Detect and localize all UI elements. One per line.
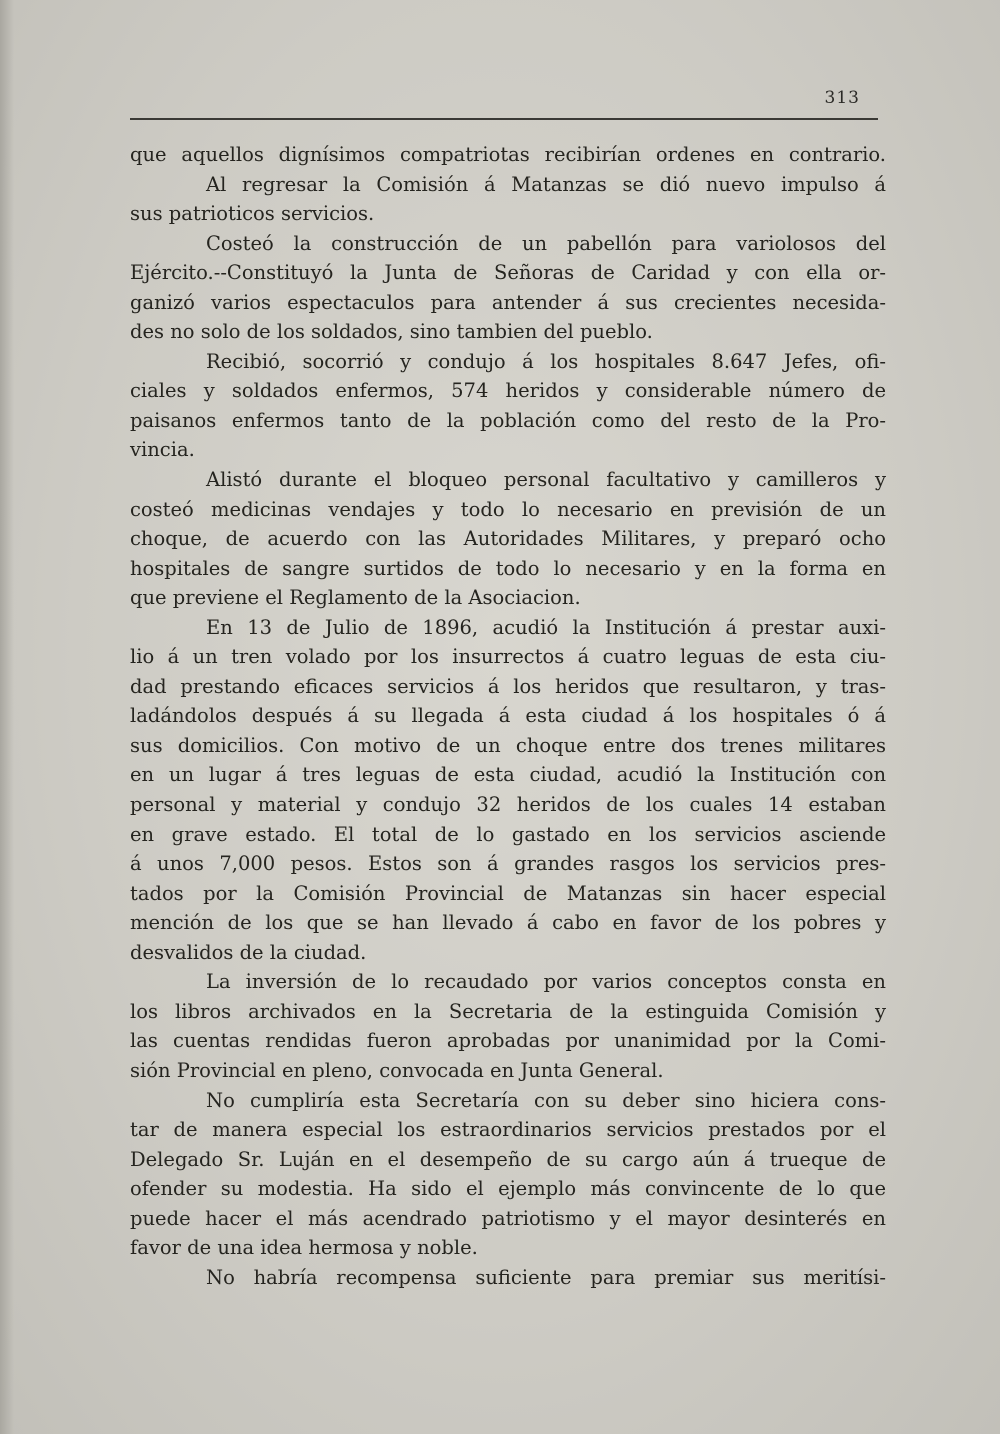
text-line: dad prestando eficaces servicios á los heridos que resultaron, y tras- xyxy=(130,674,886,698)
text-line: Delegado Sr. Luján en el desempeño de su cargo aún á trueque de xyxy=(130,1147,886,1171)
text-line: ladándolos después á su llegada á esta ciudad á los hospitales ó á xyxy=(130,704,886,728)
text-line: que aquellos dignísimos compatriotas recibirían ordenes en contrario. xyxy=(130,143,886,166)
text-line: hospitales de sangre surtidos de todo lo necesario y en la forma en xyxy=(130,556,886,580)
text-line: La inversión de lo recaudado por varios conceptos consta en xyxy=(206,970,886,994)
text-line: tados por la Comisión Provincial de Matanzas sin hacer especial xyxy=(130,881,886,905)
text-line: Recibió, socorrió y condujo á los hospitales 8.647 Jefes, ofi- xyxy=(206,349,886,373)
text-line: No cumpliría esta Secretaría con su deber sino hiciera cons- xyxy=(206,1088,886,1112)
text-line: ciales y soldados enfermos, 574 heridos y considerable número de xyxy=(130,379,886,403)
text-line: choque, de acuerdo con las Autoridades Militares, y preparó ocho xyxy=(130,527,886,551)
text-line: ofender su modestia. Ha sido el ejemplo más convincente de lo que xyxy=(130,1177,886,1201)
text-line: No habría recompensa suficiente para premiar sus meritísi- xyxy=(206,1265,886,1289)
text-line: des no solo de los soldados, sino tambien del pueblo. xyxy=(130,320,653,344)
text-line: las cuentas rendidas fueron aprobadas por unanimidad por la Comi- xyxy=(130,1029,886,1053)
text-line: desvalidos de la ciudad. xyxy=(130,940,367,964)
text-line: paisanos enfermos tanto de la población como del resto de la Pro- xyxy=(130,408,886,432)
text-line: los libros archivados en la Secretaria de la estinguida Comisión y xyxy=(130,999,886,1023)
text-line: personal y material y condujo 32 heridos de los cuales 14 estaban xyxy=(130,793,886,817)
text-line: ganizó varios espectaculos para antender á sus crecientes necesida- xyxy=(130,290,886,314)
body-text xyxy=(130,140,886,1292)
text-line: en un lugar á tres leguas de esta ciudad, acudió la Institución con xyxy=(130,763,886,787)
text-line: Costeó la construcción de un pabellón para variolosos del xyxy=(206,231,886,255)
text-line: á unos 7,000 pesos. Estos son á grandes rasgos los servicios pres- xyxy=(130,852,886,876)
text-line: sus patrioticos servicios. xyxy=(130,202,375,226)
binding-shadow xyxy=(0,0,14,1434)
header-rule xyxy=(130,118,878,120)
text-line: puede hacer el más acendrado patriotismo y el mayor desinterés en xyxy=(130,1206,886,1230)
text-line: costeó medicinas vendajes y todo lo necesario en previsión de un xyxy=(130,497,886,521)
text-line: Al regresar la Comisión á Matanzas se dió nuevo impulso á xyxy=(206,172,886,196)
text-line: en grave estado. El total de lo gastado en los servicios asciende xyxy=(130,822,886,846)
text-line: vincia. xyxy=(130,438,195,462)
page-number: 313 xyxy=(824,88,860,108)
text-line: favor de una idea hermosa y noble. xyxy=(130,1236,478,1260)
text-line: Alistó durante el bloqueo personal facultativo y camilleros y xyxy=(206,468,886,492)
text-line: En 13 de Julio de 1896, acudió la Institución á prestar auxi- xyxy=(206,615,886,639)
text-line: lio á un tren volado por los insurrectos á cuatro leguas de esta ciu- xyxy=(130,645,886,669)
text-line: mención de los que se han llevado á cabo en favor de los pobres y xyxy=(130,911,886,935)
text-line: que previene el Reglamento de la Asociacion. xyxy=(130,586,581,610)
text-line: sus domicilios. Con motivo de un choque entre dos trenes militares xyxy=(130,733,886,757)
text-line: sión Provincial en pleno, convocada en Junta General. xyxy=(130,1058,664,1082)
text-line: tar de manera especial los estraordinarios servicios prestados por el xyxy=(130,1118,886,1142)
text-line: Ejército.--Constituyó la Junta de Señoras de Caridad y con ella or- xyxy=(130,261,886,285)
